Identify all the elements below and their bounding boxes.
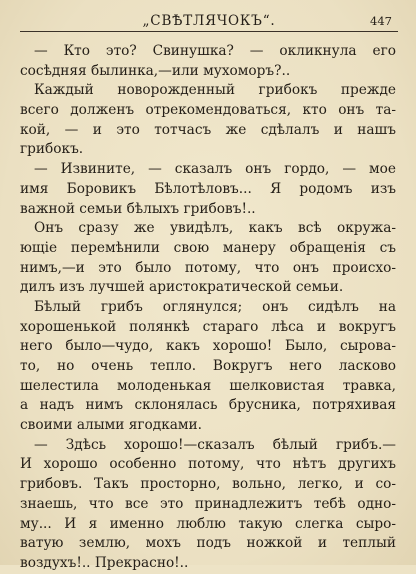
body-text: [20, 42, 396, 574]
text-line: дилъ изъ лучшей аристократической семьи.: [20, 279, 344, 296]
text-line: Каждый новорожденный грибокъ прежде: [34, 82, 396, 99]
header-rule: [20, 31, 398, 32]
page-number: 447: [370, 14, 392, 28]
text-line: му... И я именно люблю такую слегка сыро-: [20, 515, 396, 532]
text-line: — Здѣсь хорошо!—сказалъ бѣлый грибъ.—: [34, 436, 396, 453]
text-line: важной семьи бѣлыхъ грибовъ!..: [20, 200, 256, 217]
text-line: — Извините, — сказалъ онъ гордо, — мое: [34, 161, 396, 178]
text-line: нимъ,—и это было потому, что онъ происхо-: [20, 259, 396, 276]
text-line: шелестила молоденькая шелковистая травка,: [20, 377, 396, 394]
text-line: имя Боровикъ Бѣлотѣловъ... Я родомъ изъ: [20, 180, 396, 197]
text-line: знаешь, что все это принадлежитъ тебѣ одно-: [20, 495, 396, 512]
text-line: ватую землю, мохъ подъ ножкой и теплый: [20, 535, 396, 552]
text-line: всего долженъ отрекомендоваться, кто онъ та-: [20, 102, 396, 119]
page-header: [20, 10, 398, 32]
text-line: — Кто это? Свинушка? — окликнула его: [34, 43, 396, 59]
text-line: сосѣдняя былинка,—или мухоморъ?..: [20, 62, 291, 79]
text-line: кой, — и это тотчасъ же сдѣлалъ и нашъ: [20, 121, 396, 138]
text-line: И хорошо особенно потому, что нѣтъ другихъ: [20, 456, 396, 473]
text-line: хорошенькой полянкѣ стараго лѣса и вокругъ: [20, 318, 396, 335]
text-line: Онъ сразу же увидѣлъ, какъ всѣ окружа-: [34, 220, 396, 237]
text-line: ющіе перемѣнили свою манеру обращенія съ: [20, 239, 396, 256]
text-line: а надъ нимъ склонялась брусника, потряхивая: [20, 397, 396, 414]
text-line: грибокъ.: [20, 141, 84, 158]
text-line: Бѣлый грибъ оглянулся; онъ сидѣлъ на: [34, 298, 396, 315]
text-line: воздухъ!.. Прекрасно!..: [20, 554, 189, 571]
text-line: своими алыми ягодками.: [20, 417, 203, 434]
running-title: „СВѢТЛЯЧОКЪ“.: [142, 13, 276, 29]
text-line: него было—чудо, какъ хорошо! Было, сырова-: [20, 338, 396, 355]
text-line: то, но очень тепло. Вокругъ него ласково: [20, 358, 396, 374]
text-line: грибовъ. Такъ просторно, вольно, легко, и со-: [20, 476, 396, 493]
